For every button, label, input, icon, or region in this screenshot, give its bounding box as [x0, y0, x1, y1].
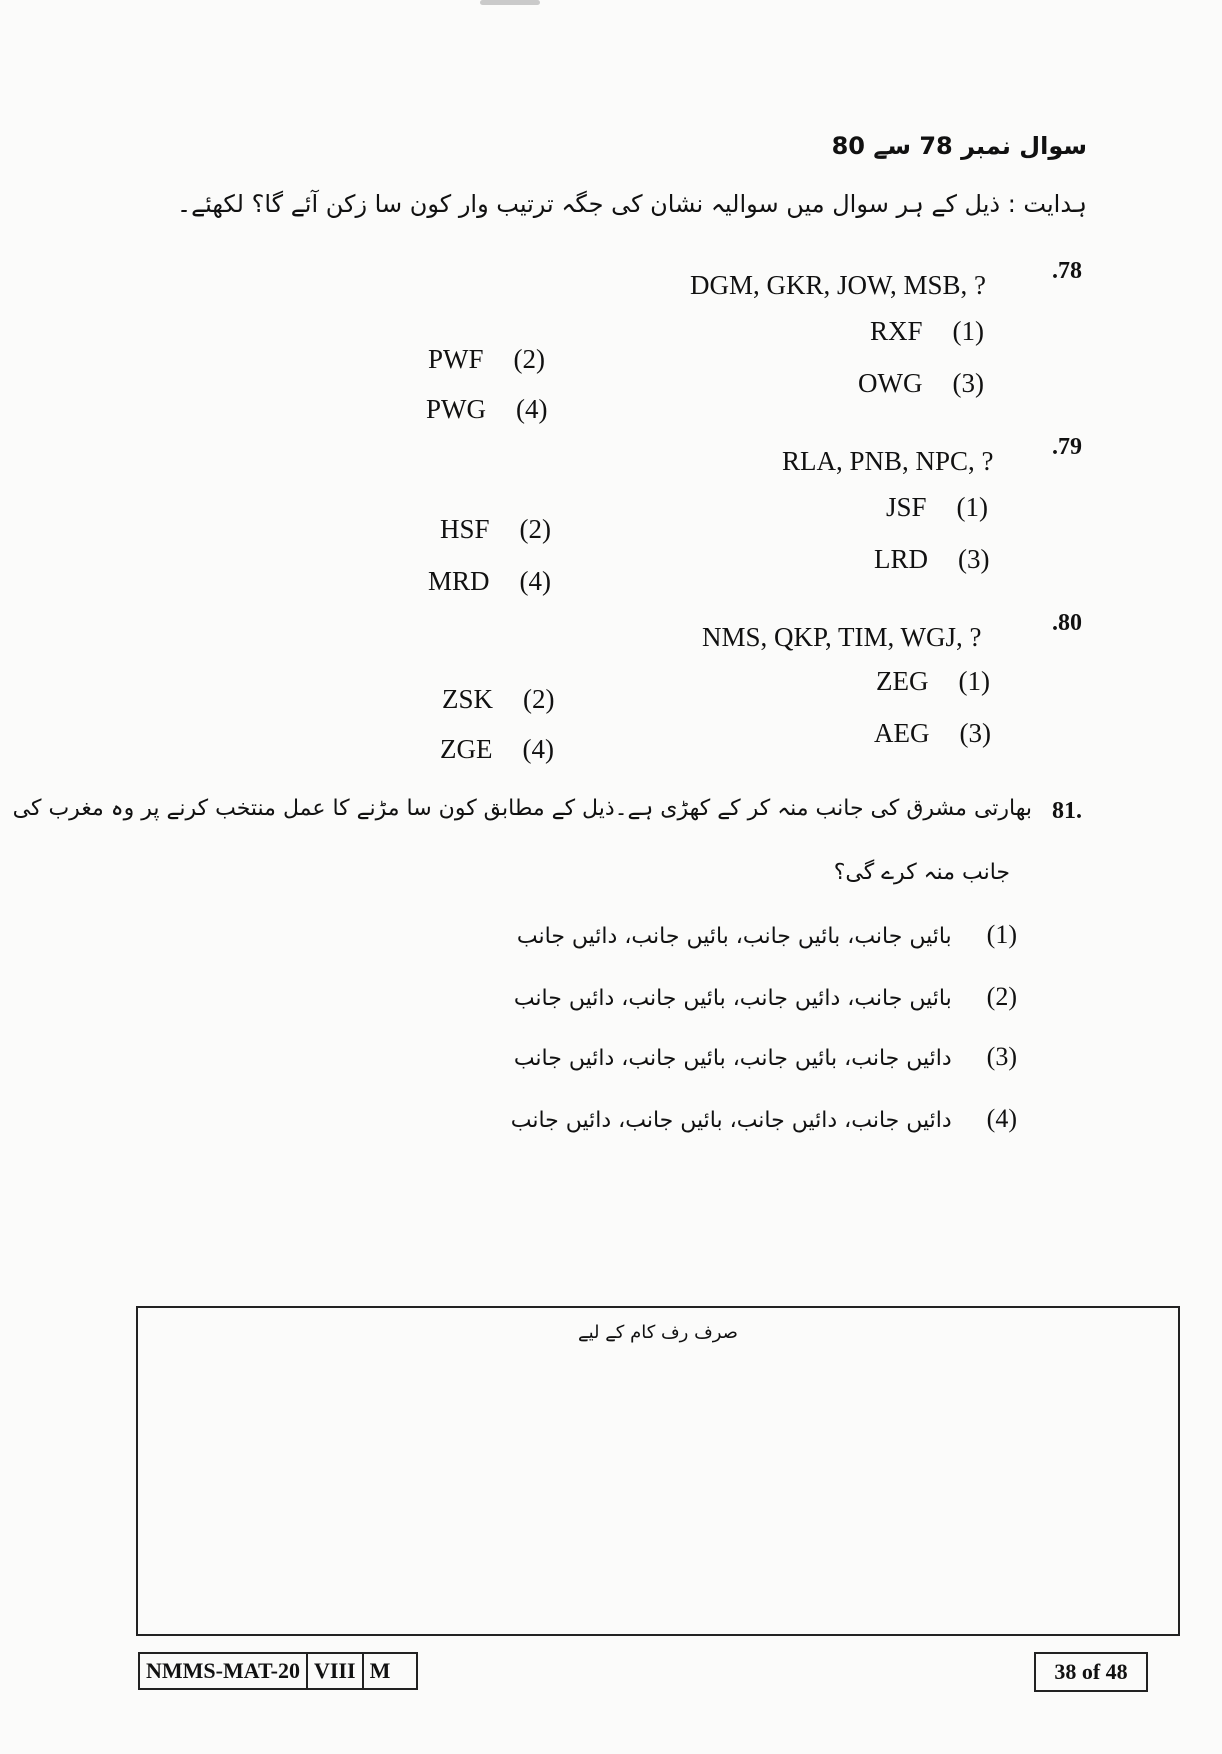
rough-work-label: صرف رف کام کے لیے [578, 1322, 738, 1343]
question-78-sequence: DGM, GKR, JOW, MSB, ? [690, 270, 987, 300]
q79-option-2: HSF (2) [440, 514, 552, 544]
q81-option-2: (2) بائیں جانب، دائیں جانب، بائیں جانب، دائیں جانب [513, 982, 1017, 1011]
q81-option-1: (1) بائیں جانب، بائیں جانب، بائیں جانب، دائیں جانب [516, 920, 1017, 949]
q80-option-3: AEG (3) [874, 718, 991, 748]
medium-code: M [369, 1658, 391, 1683]
q79-option-4: MRD (4) [428, 566, 551, 596]
q78-option-4: PWG (4) [426, 394, 548, 424]
instruction-text: ہدایت : ذیل کے ہر سوال میں سوالیہ نشان کی جگہ ترتیب وار کون سا زکن آئے گا؟ لکھئے۔ [177, 190, 1087, 218]
scan-smudge [480, 0, 540, 5]
question-number-79: .79 [1052, 434, 1082, 460]
question-79-sequence: RLA, PNB, NPC, ? [782, 446, 994, 476]
q78-option-2: PWF (2) [428, 344, 546, 374]
question-number-78: .78 [1052, 258, 1082, 284]
question-number-81: 81. [1052, 798, 1082, 824]
q78-option-1: RXF (1) [870, 316, 985, 346]
q81-option-4: (4) دائیں جانب، دائیں جانب، بائیں جانب، دائیں جانب [510, 1104, 1017, 1133]
question-80-sequence: NMS, QKP, TIM, WGJ, ? [702, 622, 982, 652]
paper-code: NMMS-MAT-20 [140, 1654, 308, 1688]
question-81-text-line1: بھارتی مشرق کی جانب منہ کر کے کھڑی ہے۔ذیل کے مطابق کون سا مڑنے کا عمل منتخب کرنے پر وہ مغرب کی [12, 796, 1032, 821]
paper-code-box [138, 1652, 418, 1690]
question-range-heading: سوال نمبر 78 سے 80 [831, 132, 1087, 160]
q80-option-2: ZSK (2) [442, 684, 555, 714]
question-number-80: .80 [1052, 610, 1082, 636]
class-code: VIII [308, 1654, 364, 1688]
q78-option-3: OWG (3) [858, 368, 984, 398]
question-81-text-line2: جانب منہ کرے گی؟ [833, 860, 1010, 885]
rough-work-box [136, 1306, 1180, 1636]
q81-option-3: (3) دائیں جانب، بائیں جانب، بائیں جانب، دائیں جانب [513, 1042, 1017, 1071]
q80-option-4: ZGE (4) [440, 734, 554, 764]
q80-option-1: ZEG (1) [876, 666, 990, 696]
q79-option-3: LRD (3) [874, 544, 990, 574]
q79-option-1: JSF (1) [886, 492, 989, 522]
page-number: 38 of 48 [1034, 1652, 1148, 1692]
